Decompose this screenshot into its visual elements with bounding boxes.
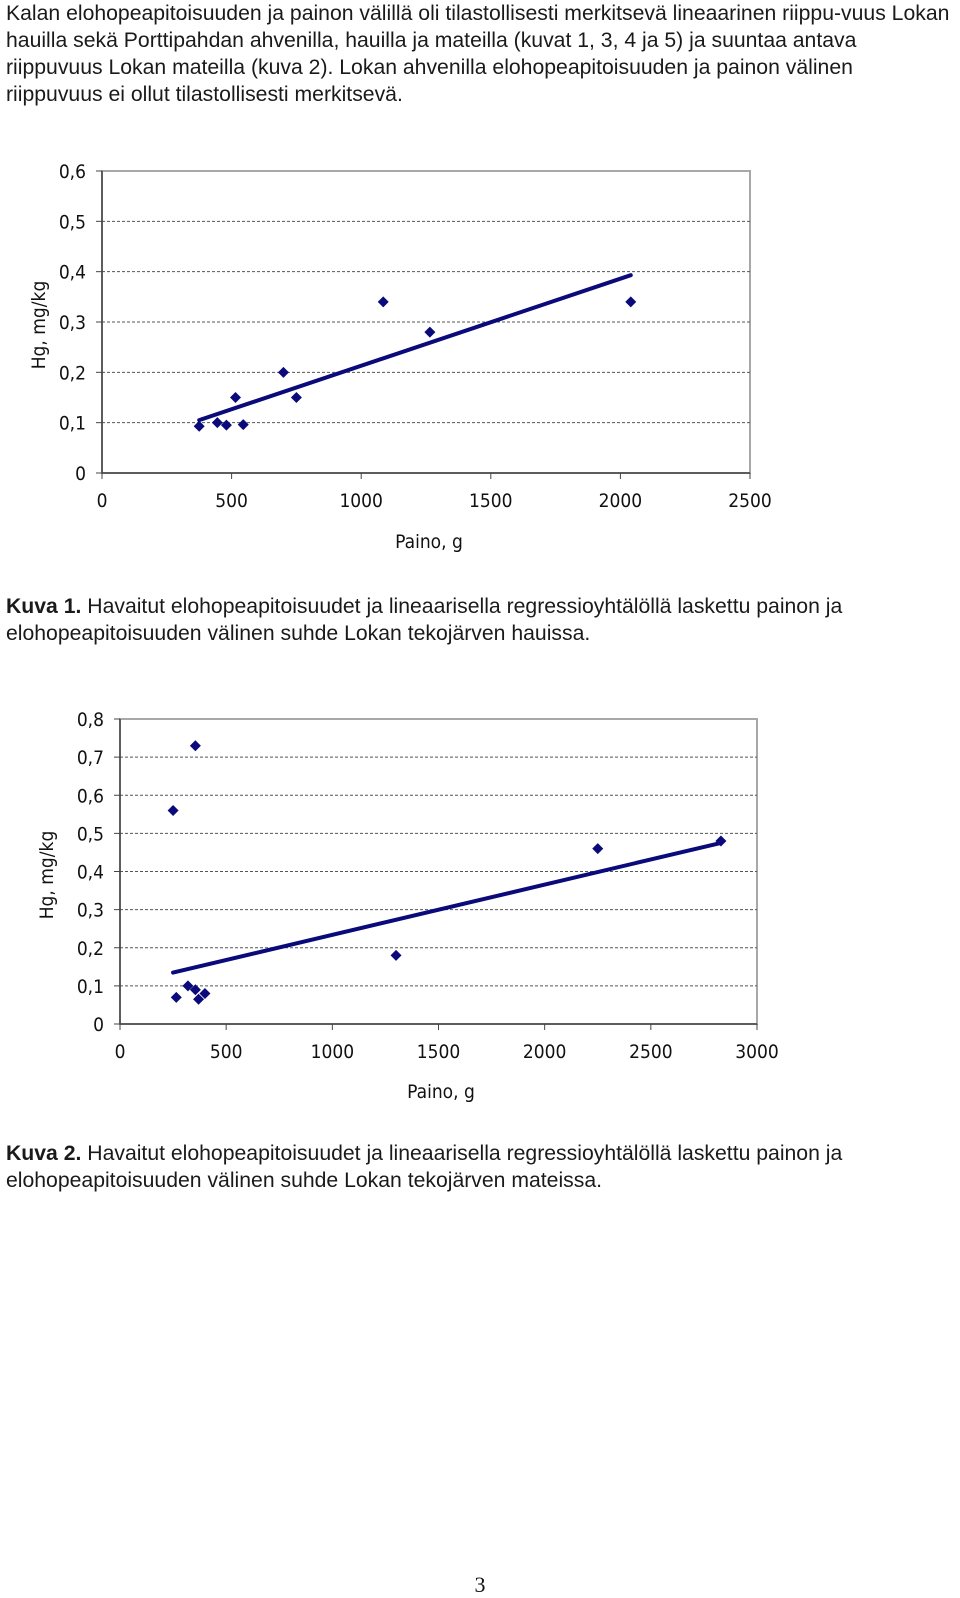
x-tick-label: 2500 — [728, 490, 772, 512]
y-tick-label: 0,6 — [76, 785, 104, 808]
chart-2-hg-vs-weight-burbot — [0, 700, 960, 1120]
x-tick-label: 0 — [96, 490, 108, 512]
data-point — [168, 805, 179, 816]
figure-2-caption-text: Havaitut elohopeapitoisuudet ja lineaarisella regressioyhtälöllä laskettu painon ja elohopeapitoisuuden välinen suhde Lokan tekojärven mateissa. — [6, 1142, 843, 1192]
x-tick-label: 2500 — [629, 1041, 673, 1063]
data-point — [238, 419, 249, 430]
figure-1-caption-label: Kuva 1. — [6, 595, 82, 618]
x-tick-label: 1500 — [469, 490, 513, 512]
figure-1-caption — [6, 593, 951, 647]
y-tick-label: 0,4 — [76, 861, 104, 884]
data-point — [230, 392, 241, 403]
x-tick-label: 0 — [114, 1041, 126, 1063]
x-tick-label: 2000 — [522, 1041, 567, 1063]
x-tick-label: 500 — [209, 1041, 243, 1063]
data-point — [291, 392, 302, 403]
y-axis-label: Hg, mg/kg — [28, 280, 50, 370]
y-tick-label: 0 — [93, 1014, 104, 1036]
data-point — [278, 367, 289, 378]
y-axis-label: Hg, mg/kg — [36, 830, 58, 920]
y-tick-label: 0 — [75, 463, 86, 485]
x-axis-label: Paino, g — [395, 531, 463, 553]
data-point — [212, 417, 223, 428]
chart-1-hg-vs-weight-pike — [0, 150, 960, 570]
y-tick-label: 0,3 — [58, 312, 86, 334]
data-point — [221, 420, 232, 431]
y-tick-label: 0,5 — [58, 211, 86, 234]
regression-line — [199, 275, 631, 420]
data-point — [190, 740, 201, 751]
data-point — [391, 950, 402, 961]
figure-2-caption-label: Kuva 2. — [6, 1142, 82, 1165]
y-tick-label: 0,7 — [76, 747, 104, 770]
page-number: 3 — [474, 1572, 486, 1597]
intro-paragraph: Kalan elohopeapitoisuuden ja painon välillä oli tilastollisesti merkitsevä lineaarinen riippu-vuus Lokan hauilla sekä Porttipahdan ahvenilla, hauilla ja mateilla (kuvat 1, 3, 4 ja 5) ja suuntaa antava riippuvuus Lokan mateilla (kuva 2). Lokan ahvenilla elohopeapitoisuuden ja painon välinen riippuvuus ei ollut tilastollisesti merkitsevä. — [6, 2, 950, 106]
x-axis-label: Paino, g — [407, 1081, 475, 1103]
y-tick-label: 0,8 — [76, 709, 104, 731]
y-tick-label: 0,6 — [58, 161, 86, 183]
data-point — [424, 327, 435, 338]
x-tick-label: 2000 — [598, 490, 643, 512]
x-tick-label: 1000 — [310, 1041, 355, 1063]
y-tick-label: 0,4 — [58, 261, 86, 284]
y-tick-label: 0,1 — [58, 412, 86, 435]
x-tick-label: 3000 — [735, 1041, 779, 1063]
regression-line — [173, 843, 721, 973]
data-point — [625, 296, 636, 307]
y-tick-label: 0,3 — [76, 899, 104, 922]
data-point — [171, 992, 182, 1003]
x-tick-label: 500 — [215, 490, 248, 512]
y-tick-label: 0,2 — [58, 362, 86, 385]
y-tick-label: 0,2 — [76, 937, 104, 960]
figure-2-caption — [6, 1140, 951, 1194]
data-point — [592, 843, 603, 854]
y-tick-label: 0,1 — [76, 975, 104, 998]
data-point — [378, 296, 389, 307]
x-tick-label: 1000 — [339, 490, 383, 512]
figure-1-caption-text: Havaitut elohopeapitoisuudet ja lineaarisella regressioyhtälöllä laskettu painon ja elohopeapitoisuuden välinen suhde Lokan tekojärven hauissa. — [6, 595, 843, 645]
x-tick-label: 1500 — [416, 1041, 461, 1063]
y-tick-label: 0,5 — [76, 823, 104, 846]
